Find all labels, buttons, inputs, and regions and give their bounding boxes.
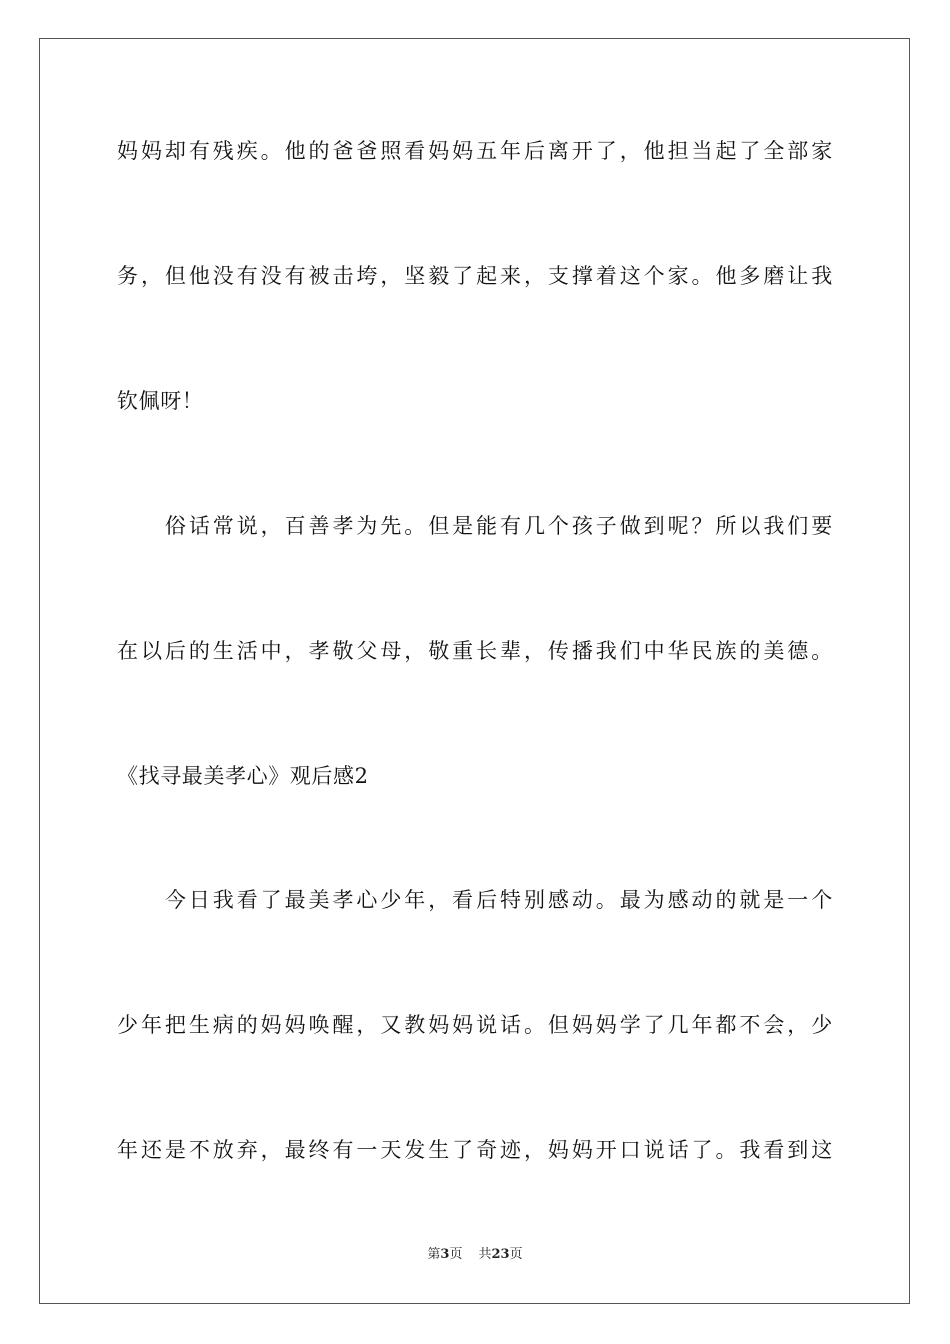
text-line: 钦佩呀！ (117, 389, 204, 413)
text-line: 务 ， 但 他 没 有 没 有 被 击 垮 ， 坚 毅 了 起 来 ， 支 撑 着 这 个 家 。 他 多 磨 让 我 (117, 264, 833, 288)
total-suffix: 页 (509, 1247, 523, 1262)
text-line: 在 以 后 的 生 活 中 ， 孝 敬 父 母 ， 敬 重 长 辈 ， 传 播 我 们 中 华 民 族 的 美 德 。 (117, 639, 833, 663)
text-line: 少 年 把 生 病 的 妈 妈 唤 醒 ， 又 教 妈 妈 说 话 。 但 妈 妈 学 了 几 年 都 不 会 ， 少 (117, 1013, 833, 1037)
page-suffix: 页 (449, 1247, 463, 1262)
text-line: 年 还 是 不 放 弃 ， 最 终 有 一 天 发 生 了 奇 迹 ， 妈 妈 开 口 说 话 了 。 我 看 到 这 (117, 1138, 833, 1162)
page-footer (0, 1246, 950, 1264)
total-prefix: 共 (478, 1247, 492, 1262)
page-number: 3 (440, 1247, 450, 1262)
text-line: 妈 妈 却 有 残 疾 。 他 的 爸 爸 照 看 妈 妈 五 年 后 离 开 了 ， 他 担 当 起 了 全 部 家 (117, 139, 833, 163)
paragraph-start-line: 今 日 我 看 了 最 美 孝 心 少 年 ， 看 后 特 别 感 动 。 最 为 感 动 的 就 是 一 个 (164, 888, 833, 912)
page-prefix: 第 (427, 1247, 441, 1262)
paragraph-start-line: 俗 话 常 说 ， 百 善 孝 为 先 。 但 是 能 有 几 个 孩 子 做 到 呢 ？ 所 以 我 们 要 (164, 514, 833, 538)
section-heading: 《找寻最美孝心》观后感2 (117, 764, 369, 788)
page-border (39, 38, 910, 1304)
total-pages: 23 (491, 1247, 510, 1262)
